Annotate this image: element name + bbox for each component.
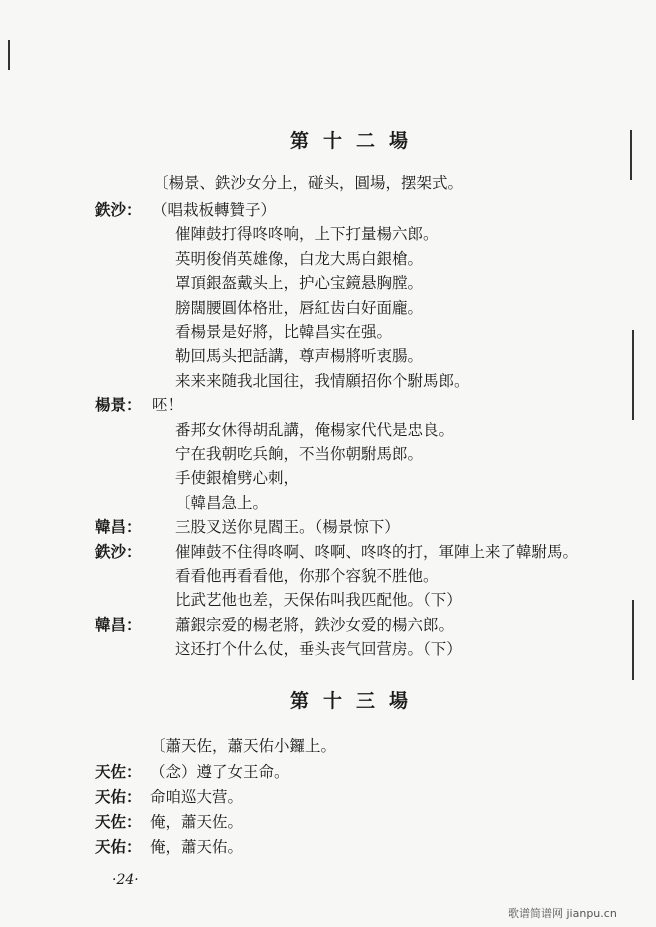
dialogue-line: 俺，蕭天佑。 (150, 838, 244, 856)
dialogue-line: 三股叉送你見閻王。（楊景惊下） (175, 518, 400, 537)
dialogue-line: （念）遵了女王命。 (150, 763, 290, 781)
page-number: ·24· (112, 872, 139, 888)
dialogue-line: 番邦女休得胡乱講，俺楊家代代是忠良。 (175, 420, 455, 439)
dialogue-line: 英明俊俏英雄像，白龙大馬白銀槍。 (175, 249, 424, 268)
dialogue-line: 来来来随我北国往，我情願招你个駙馬郎。 (175, 371, 470, 390)
dialogue-line: 勒回馬头把話講，尊声楊將听衷腸。 (175, 347, 424, 366)
speaker-label: 韓昌： (95, 614, 142, 634)
dialogue-line: 看楊景是好將，比韓昌实在强。 (175, 323, 393, 341)
dialogue-line: 比武艺他也差，天保佑叫我匹配他。（下） (175, 591, 462, 610)
dialogue-line: 呸！ (152, 396, 184, 415)
dialogue-line: 命咱巡大营。 (150, 788, 244, 806)
scene-13-title: 第十三場 (290, 690, 423, 712)
dialogue-line: （唱栽板轉贊子） (152, 201, 277, 219)
speaker-label: 楊景： (95, 395, 142, 415)
scan-edge-mark (632, 600, 634, 680)
dialogue-line: 催陣鼓不住得咚啊、咚啊、咚咚的打，軍陣上来了韓駙馬。 (175, 542, 579, 561)
dialogue-line: 俺，蕭天佐。 (150, 813, 244, 831)
stage-direction: 〔楊景、鉄沙女分上，碰头，圓場，摆架式。 (153, 174, 464, 192)
dialogue-line: 罩頂銀盔戴头上，护心宝鏡悬胸膛。 (175, 274, 424, 293)
dialogue-line: 膀闊腰圓体格壯，唇紅齿白好面龐。 (175, 298, 424, 317)
dialogue-line: 宁在我朝吃兵餉，不当你朝駙馬郎。 (175, 445, 424, 463)
speaker-label: 天佐： (95, 812, 142, 831)
speaker-label: 鉄沙： (95, 200, 142, 219)
watermark: 歌谱简谱网 jianpu.cn (508, 907, 617, 920)
speaker-label: 天佐： (95, 762, 142, 781)
scan-edge-mark (630, 130, 632, 180)
dialogue-line: 这还打个什么仗，垂头丧气回营房。（下） (175, 640, 462, 659)
speaker-label: 天佑： (95, 837, 142, 856)
dialogue-line: 蕭銀宗爱的楊老將，鉄沙女爱的楊六郎。 (175, 615, 455, 634)
speaker-label: 鉄沙： (95, 541, 142, 561)
speaker-label: 天佑： (95, 787, 142, 806)
scan-edge-mark (632, 330, 634, 420)
dialogue-line: 催陣鼓打得咚咚响，上下打量楊六郎。 (175, 225, 439, 244)
dialogue-line: 手使銀槍劈心刺， (175, 469, 300, 488)
scan-edge-mark (8, 40, 10, 70)
dialogue-line: 〔韓昌急上。 (175, 493, 269, 512)
scene-12-title: 第十二場 (290, 130, 423, 152)
dialogue-line: 看看他再看看他，你那个容貌不胜他。 (175, 567, 439, 585)
speaker-label: 韓昌： (95, 517, 142, 537)
stage-direction: 〔蕭天佐，蕭天佑小鑼上。 (150, 737, 337, 755)
